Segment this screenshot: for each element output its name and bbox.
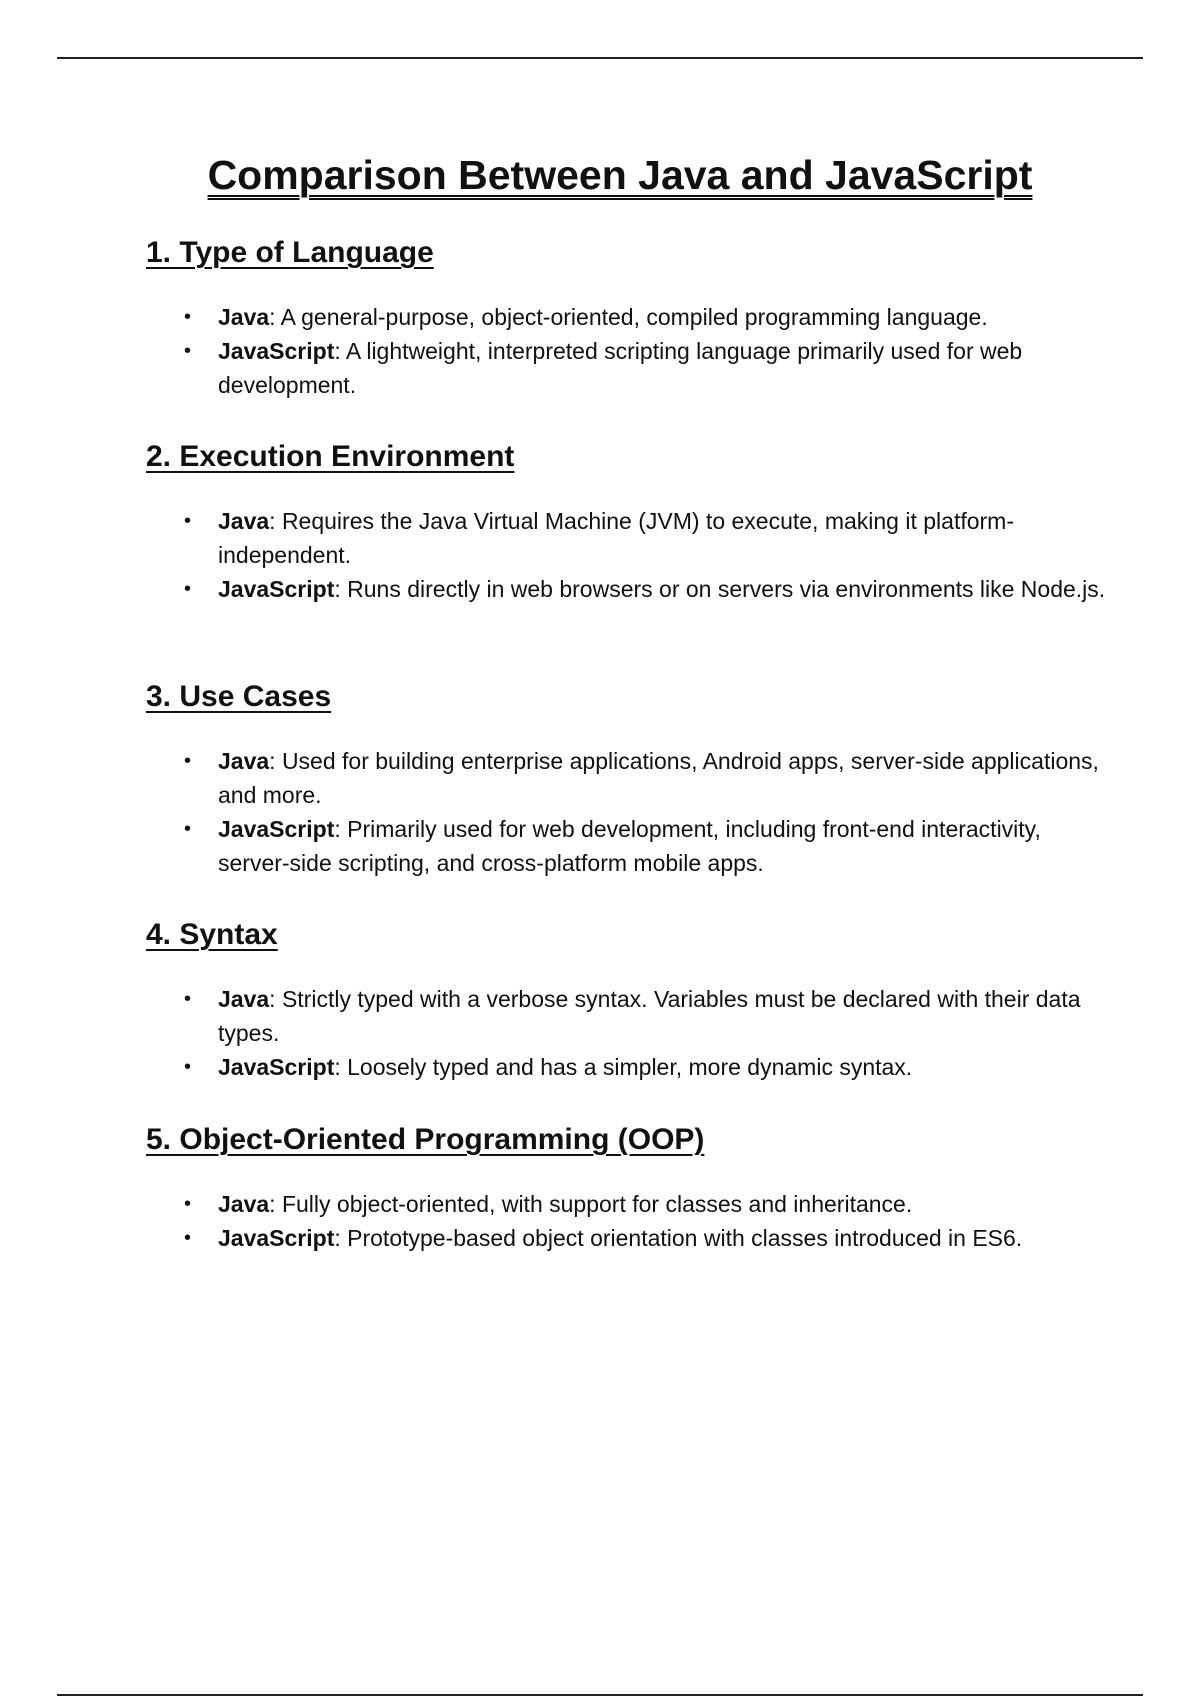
bullet-icon: • <box>184 988 192 1010</box>
language-term: Java <box>218 1191 270 1217</box>
language-term: Java <box>218 508 270 534</box>
footer-rule <box>57 1694 1143 1696</box>
list-item <box>146 1050 1106 1084</box>
list-item <box>146 504 1106 572</box>
document-title: Comparison Between Java and JavaScript <box>207 152 1033 198</box>
section-object-oriented-programming <box>146 1120 1106 1255</box>
language-term: Java <box>218 304 270 330</box>
section-execution-environment <box>146 437 1106 606</box>
language-term: Java <box>218 986 270 1012</box>
bullet-text: : Primarily used for web development, including front-end interactivity, server-side scripting, and cross-platform mobile apps. <box>218 816 1041 876</box>
bullet-text: : Fully object-oriented, with support for classes and inheritance. <box>269 1191 913 1217</box>
section-type-of-language <box>146 233 1106 402</box>
list-item <box>146 1187 1106 1221</box>
bullet-icon: • <box>184 578 192 600</box>
bullet-text: : Requires the Java Virtual Machine (JVM) to execute, making it platform-independent. <box>218 508 1014 568</box>
section-heading: 2. Execution Environment <box>146 440 515 473</box>
language-term: JavaScript <box>218 1054 335 1080</box>
language-term: JavaScript <box>218 338 335 364</box>
section-heading: 5. Object-Oriented Programming (OOP) <box>146 1123 705 1156</box>
bullet-text: : A lightweight, interpreted scripting language primarily used for web development. <box>218 338 1023 398</box>
bullet-icon: • <box>184 1227 192 1249</box>
section-syntax <box>146 915 1106 1084</box>
bullet-icon: • <box>184 340 192 362</box>
bullet-text: : A general-purpose, object-oriented, compiled programming language. <box>269 304 988 330</box>
list-item <box>146 334 1106 402</box>
bullet-icon: • <box>184 1056 192 1078</box>
language-term: Java <box>218 748 270 774</box>
bullet-text: : Prototype-based object orientation with classes introduced in ES6. <box>334 1225 1023 1251</box>
bullet-list <box>146 744 1106 880</box>
section-heading: 3. Use Cases <box>146 680 332 713</box>
bullet-text: : Loosely typed and has a simpler, more dynamic syntax. <box>334 1054 913 1080</box>
bullet-list <box>146 504 1106 606</box>
section-use-cases <box>146 677 1106 880</box>
language-term: JavaScript <box>218 576 335 602</box>
section-heading: 1. Type of Language <box>146 236 434 269</box>
list-item <box>146 744 1106 812</box>
bullet-list <box>146 1187 1106 1255</box>
bullet-text: : Used for building enterprise applications, Android apps, server-side applications, and more. <box>218 748 1099 808</box>
bullet-icon: • <box>184 818 192 840</box>
bullet-icon: • <box>184 750 192 772</box>
section-heading: 4. Syntax <box>146 918 278 951</box>
header-rule <box>57 57 1143 59</box>
list-item <box>146 572 1106 606</box>
bullet-text: : Runs directly in web browsers or on servers via environments like Node.js. <box>334 576 1106 602</box>
bullet-list <box>146 982 1106 1084</box>
list-item <box>146 1221 1106 1255</box>
list-item <box>146 812 1106 880</box>
bullet-list <box>146 300 1106 402</box>
bullet-icon: • <box>184 306 192 328</box>
bullet-icon: • <box>184 510 192 532</box>
bullet-text: : Strictly typed with a verbose syntax. Variables must be declared with their data types. <box>218 986 1081 1046</box>
language-term: JavaScript <box>218 816 335 842</box>
list-item <box>146 982 1106 1050</box>
list-item <box>146 300 1106 334</box>
bullet-icon: • <box>184 1193 192 1215</box>
language-term: JavaScript <box>218 1225 335 1251</box>
